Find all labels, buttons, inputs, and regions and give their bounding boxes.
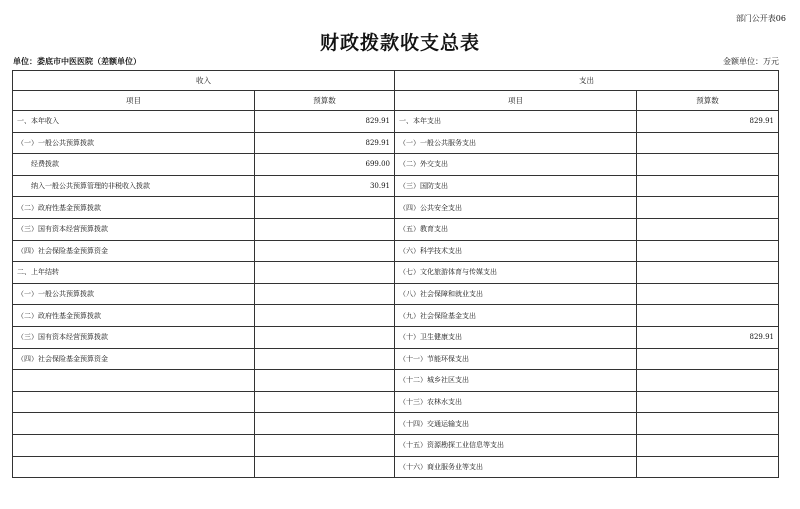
income-budget-cell <box>255 348 395 370</box>
income-budget-cell <box>255 305 395 327</box>
table-row <box>13 391 779 413</box>
table-row <box>13 154 779 176</box>
table-row <box>13 240 779 262</box>
income-item-cell: 经费拨款 <box>13 154 255 176</box>
expense-item-cell: （四）公共安全支出 <box>395 197 637 219</box>
expense-item-cell: （五）教育支出 <box>395 218 637 240</box>
unit-label: 单位：娄底市中医医院（差额单位） <box>13 56 141 66</box>
income-item-cell <box>13 370 255 392</box>
expense-item-cell: （十二）城乡社区支出 <box>395 370 637 392</box>
income-budget-cell <box>255 434 395 456</box>
income-item-cell: （一）一般公共预算拨款 <box>13 283 255 305</box>
income-budget-cell <box>255 326 395 348</box>
budget-summary-table <box>12 70 779 478</box>
expense-budget-cell <box>637 305 779 327</box>
income-item-cell: （三）国有资本经营预算拨款 <box>13 218 255 240</box>
income-budget-cell <box>255 391 395 413</box>
income-item-cell <box>13 456 255 478</box>
expense-item-cell: （八）社会保障和就业支出 <box>395 283 637 305</box>
table-row <box>13 413 779 435</box>
income-budget-header: 预算数 <box>255 91 395 111</box>
income-budget-cell: 30.91 <box>255 175 395 197</box>
income-item-cell <box>13 391 255 413</box>
expense-item-cell: （二）外交支出 <box>395 154 637 176</box>
expense-item-cell: （十一）节能环保支出 <box>395 348 637 370</box>
income-item-cell: （三）国有资本经营预算拨款 <box>13 326 255 348</box>
income-budget-cell <box>255 456 395 478</box>
expense-item-cell: 一、本年支出 <box>395 111 637 133</box>
income-item-cell: （四）社会保险基金预算资金 <box>13 348 255 370</box>
table-row <box>13 111 779 133</box>
expense-item-cell: （十五）资源勘探工业信息等支出 <box>395 434 637 456</box>
expense-item-cell: （九）社会保险基金支出 <box>395 305 637 327</box>
income-budget-cell <box>255 240 395 262</box>
amount-unit-label: 金额单位：万元 <box>723 57 779 66</box>
income-item-cell: （一）一般公共预算拨款 <box>13 132 255 154</box>
expense-budget-cell: 829.91 <box>637 326 779 348</box>
expense-budget-cell <box>637 413 779 435</box>
table-row <box>13 456 779 478</box>
expense-budget-cell <box>637 370 779 392</box>
expense-item-cell: （一）一般公共服务支出 <box>395 132 637 154</box>
expense-budget-cell <box>637 456 779 478</box>
expense-budget-cell <box>637 434 779 456</box>
expense-item-cell: （十六）商业服务业等支出 <box>395 456 637 478</box>
expense-budget-cell <box>637 262 779 284</box>
expense-budget-cell <box>637 132 779 154</box>
column-header-row <box>13 91 779 111</box>
expense-budget-cell <box>637 218 779 240</box>
income-item-cell: 二、上年结转 <box>13 262 255 284</box>
income-item-cell: （二）政府性基金预算拨款 <box>13 305 255 327</box>
expense-budget-cell <box>637 175 779 197</box>
table-row <box>13 197 779 219</box>
income-item-cell: （二）政府性基金预算拨款 <box>13 197 255 219</box>
expense-budget-cell: 829.91 <box>637 111 779 133</box>
income-budget-cell <box>255 262 395 284</box>
income-item-header: 项目 <box>13 91 255 111</box>
expense-budget-header: 预算数 <box>637 91 779 111</box>
income-budget-cell <box>255 283 395 305</box>
table-row <box>13 326 779 348</box>
income-budget-cell: 699.00 <box>255 154 395 176</box>
table-row <box>13 370 779 392</box>
expense-section-header: 支出 <box>395 71 779 91</box>
table-row <box>13 262 779 284</box>
table-row <box>13 175 779 197</box>
page-title: 财政拨款收支总表 <box>319 32 480 54</box>
income-budget-cell <box>255 370 395 392</box>
form-number: 部门公开表06 <box>735 14 786 23</box>
expense-budget-cell <box>637 197 779 219</box>
expense-item-header: 项目 <box>395 91 637 111</box>
income-item-cell <box>13 434 255 456</box>
expense-budget-cell <box>637 154 779 176</box>
table-row <box>13 305 779 327</box>
expense-item-cell: （十三）农林水支出 <box>395 391 637 413</box>
section-header-row <box>13 71 779 91</box>
income-budget-cell: 829.91 <box>255 111 395 133</box>
expense-budget-cell <box>637 348 779 370</box>
income-budget-cell <box>255 413 395 435</box>
income-budget-cell: 829.91 <box>255 132 395 154</box>
expense-item-cell: （六）科学技术支出 <box>395 240 637 262</box>
expense-item-cell: （三）国防支出 <box>395 175 637 197</box>
expense-budget-cell <box>637 283 779 305</box>
table-row <box>13 218 779 240</box>
table-row <box>13 348 779 370</box>
expense-item-cell: （十四）交通运输支出 <box>395 413 637 435</box>
income-budget-cell <box>255 218 395 240</box>
income-item-cell: 纳入一般公共预算管理的非税收入拨款 <box>13 175 255 197</box>
table-row <box>13 283 779 305</box>
income-item-cell: （四）社会保险基金预算资金 <box>13 240 255 262</box>
expense-budget-cell <box>637 240 779 262</box>
income-budget-cell <box>255 197 395 219</box>
income-item-cell: 一、本年收入 <box>13 111 255 133</box>
income-item-cell <box>13 413 255 435</box>
table-row <box>13 434 779 456</box>
expense-item-cell: （十）卫生健康支出 <box>395 326 637 348</box>
expense-item-cell: （七）文化旅游体育与传媒支出 <box>395 262 637 284</box>
table-row <box>13 132 779 154</box>
expense-budget-cell <box>637 391 779 413</box>
income-section-header: 收入 <box>13 71 395 91</box>
